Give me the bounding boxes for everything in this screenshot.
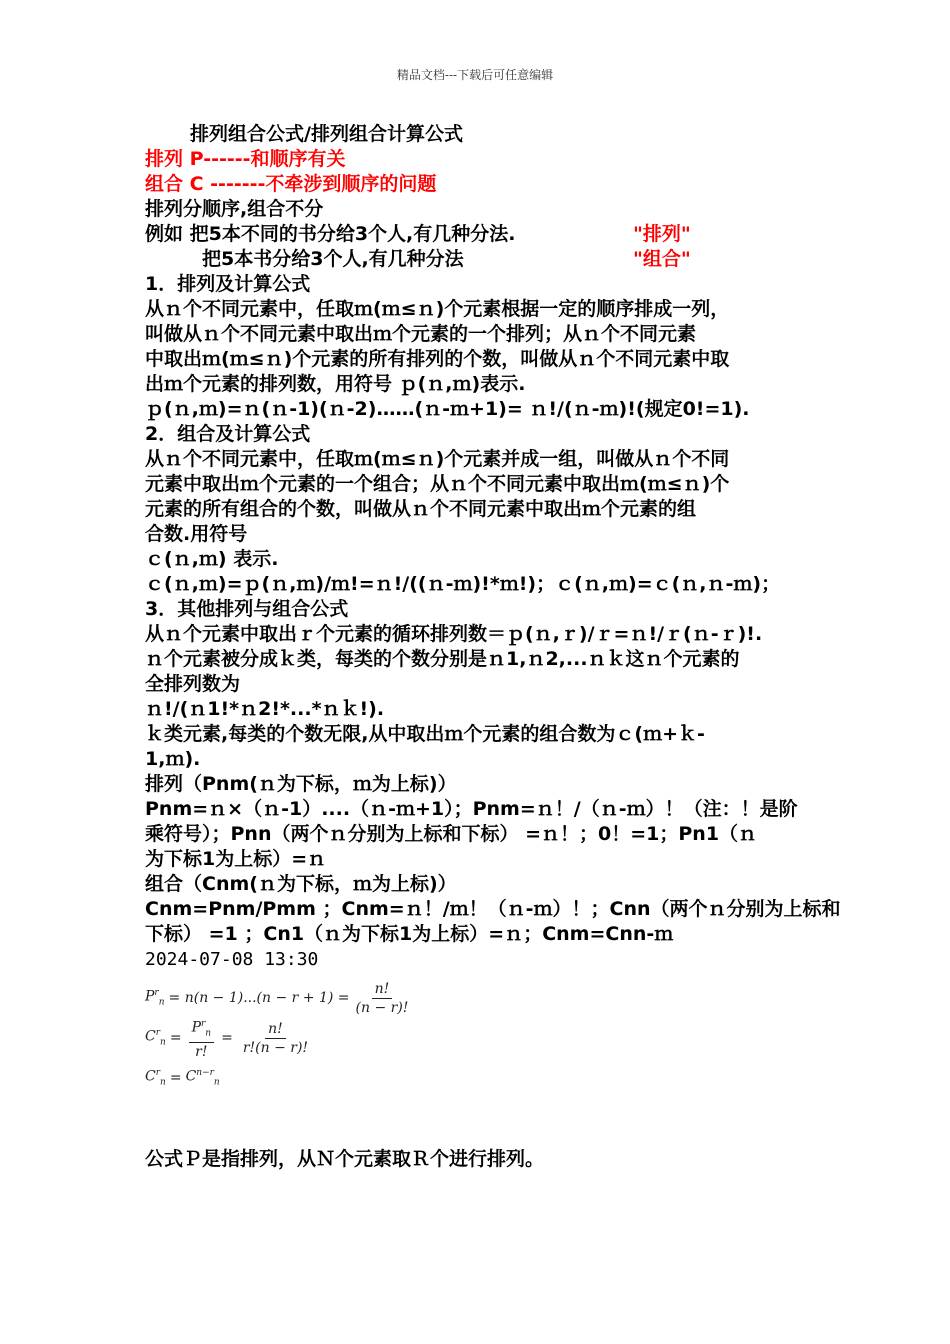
section3-line: 从ｎ个元素中取出ｒ个元素的循环排列数＝ｐ(ｎ,ｒ)/ｒ=ｎ!/ｒ(ｎ-ｒ)!. <box>145 623 763 645</box>
section3-line: 1,ｍ). <box>145 748 201 770</box>
document-title: 排列组合公式/排列组合计算公式 <box>190 123 463 145</box>
section3-line: 乘符号）；Pnn（两个ｎ分别为上标和下标） =ｎ！；0！=1；Pn1（ｎ <box>145 823 758 845</box>
combination-definition: 组合 C -------不牵涉到顺序的问题 <box>145 173 437 195</box>
permutation-definition: 排列 P------和顺序有关 <box>145 148 346 170</box>
section3-line: Cnm=Pnm/Pmm ；Cnm=ｎ！/ｍ！（ｎ-ｍ）！；Cnn（两个ｎ分别为上标和 <box>145 898 841 920</box>
example-combination-tag: "组合" <box>633 248 691 270</box>
section3-line: ｋ类元素,每类的个数无限,从中取出ｍ个元素的组合数为ｃ(ｍ+ｋ- <box>145 723 705 745</box>
section2-line: 合数.用符号 <box>145 523 248 545</box>
section1-line: 叫做从ｎ个不同元素中取出ｍ个元素的一个排列；从ｎ个不同元素 <box>145 323 697 345</box>
section3-line: 全排列数为 <box>145 673 241 695</box>
f1-middle: = n(n − 1)...(n − r + 1) = <box>168 990 350 1006</box>
example-permutation <box>145 222 825 247</box>
formula-images <box>145 978 825 1098</box>
document-body <box>145 122 841 1098</box>
section1-line: 出ｍ个元素的排列数，用符号 ｐ(ｎ,ｍ)表示. <box>145 373 526 395</box>
section3-line: ｎ!/(ｎ1!*ｎ2!*...*ｎｋ!). <box>145 698 385 720</box>
section2-formula: ｃ(ｎ,ｍ)=ｐ(ｎ,ｍ)/ｍ!=ｎ!/((ｎ-ｍ)!*ｍ!)；ｃ(ｎ,ｍ)=ｃ(ｎ,ｎ-ｍ)； <box>145 573 781 595</box>
section3-line: ｎ个元素被分成ｋ类，每类的个数分别是ｎ1,ｎ2,...ｎｋ这ｎ个元素的 <box>145 648 740 670</box>
section3-line: 为下标1为上标）=ｎ <box>145 848 327 870</box>
permutation-formula <box>145 978 825 1018</box>
section3-line: 组合（Cnm(ｎ为下标，ｍ为上标)） <box>145 873 457 895</box>
example-combination <box>145 247 825 272</box>
section3-line: 排列（Pnm(ｎ为下标，ｍ为上标)） <box>145 773 457 795</box>
f2-fraction-1: $\frac{P^r_n}{r!}$ <box>189 1015 215 1061</box>
section1-line: 从ｎ个不同元素中，任取ｍ(ｍ≤ｎ)个元素根据一定的顺序排成一列， <box>145 298 730 320</box>
section3-line: 下标） =1 ；Cn1（ｎ为下标1为上标）=ｎ；Cnm=Cnn-ｍ <box>145 923 674 945</box>
section1-line: 中取出ｍ(ｍ≤ｎ)个元素的所有排列的个数，叫做从ｎ个不同元素中取 <box>145 348 730 370</box>
section2-line: 从ｎ个不同元素中，任取ｍ(ｍ≤ｎ)个元素并成一组，叫做从ｎ个不同 <box>145 448 730 470</box>
example-combination-text: 把5本书分给3个人,有几种分法 <box>202 248 464 270</box>
symmetry-formula: $C^r_n$ = $C^{n-r}_n$ <box>145 1058 825 1098</box>
section2-line: 元素的所有组合的个数，叫做从ｎ个不同元素中取出ｍ个元素的组 <box>145 498 697 520</box>
f3-lhs: $C^r_n$ <box>145 1068 166 1088</box>
section3-line: Pnm=ｎ×（ｎ-1）....（ｎ-ｍ+1）；Pnm=ｎ！/（ｎ-ｍ）！（注：！是阶 <box>145 798 798 820</box>
f1-fraction: $\frac{n!}{(n - r)!}$ <box>355 980 409 1016</box>
section2-line: 元素中取出ｍ个元素的一个组合；从ｎ个不同元素中取出ｍ(ｍ≤ｎ)个 <box>145 473 730 495</box>
timestamp: 2024-07-08 13:30 <box>145 949 319 970</box>
section1-formula: ｐ(ｎ,ｍ)=ｎ(ｎ-1)(ｎ-2)……(ｎ-ｍ+1)= ｎ!/(ｎ-ｍ)!(规定0!=1). <box>145 398 750 420</box>
example-permutation-text: 例如 把5本不同的书分给3个人,有几种分法. <box>145 223 516 245</box>
intro-line: 排列分顺序,组合不分 <box>145 198 324 220</box>
combination-formula: $C^r_n$ = $\frac{P^r_n}{r!}$ = $\frac{n!}{r!(n - r)!}$ <box>145 1018 825 1058</box>
f2-fraction-2: $\frac{n!}{r!(n - r)!}$ <box>242 1020 309 1056</box>
section1-heading: 1．排列及计算公式 <box>145 273 311 295</box>
closing-line: 公式Ｐ是指排列，从Ｎ个元素取Ｒ个进行排列。 <box>145 1148 545 1170</box>
section3-heading: 3．其他排列与组合公式 <box>145 598 349 620</box>
page-header: 精品文档---下载后可任意编辑 <box>396 68 554 82</box>
section2-line: ｃ(ｎ,ｍ) 表示. <box>145 548 279 570</box>
section2-heading: 2．组合及计算公式 <box>145 423 311 445</box>
f3-rhs: $C^{n-r}_n$ <box>185 1068 220 1088</box>
f2-lhs: $C^r_n$ <box>145 1028 166 1048</box>
example-permutation-tag: "排列" <box>633 223 691 245</box>
f1-lhs: $P^r_n$ <box>145 988 165 1008</box>
